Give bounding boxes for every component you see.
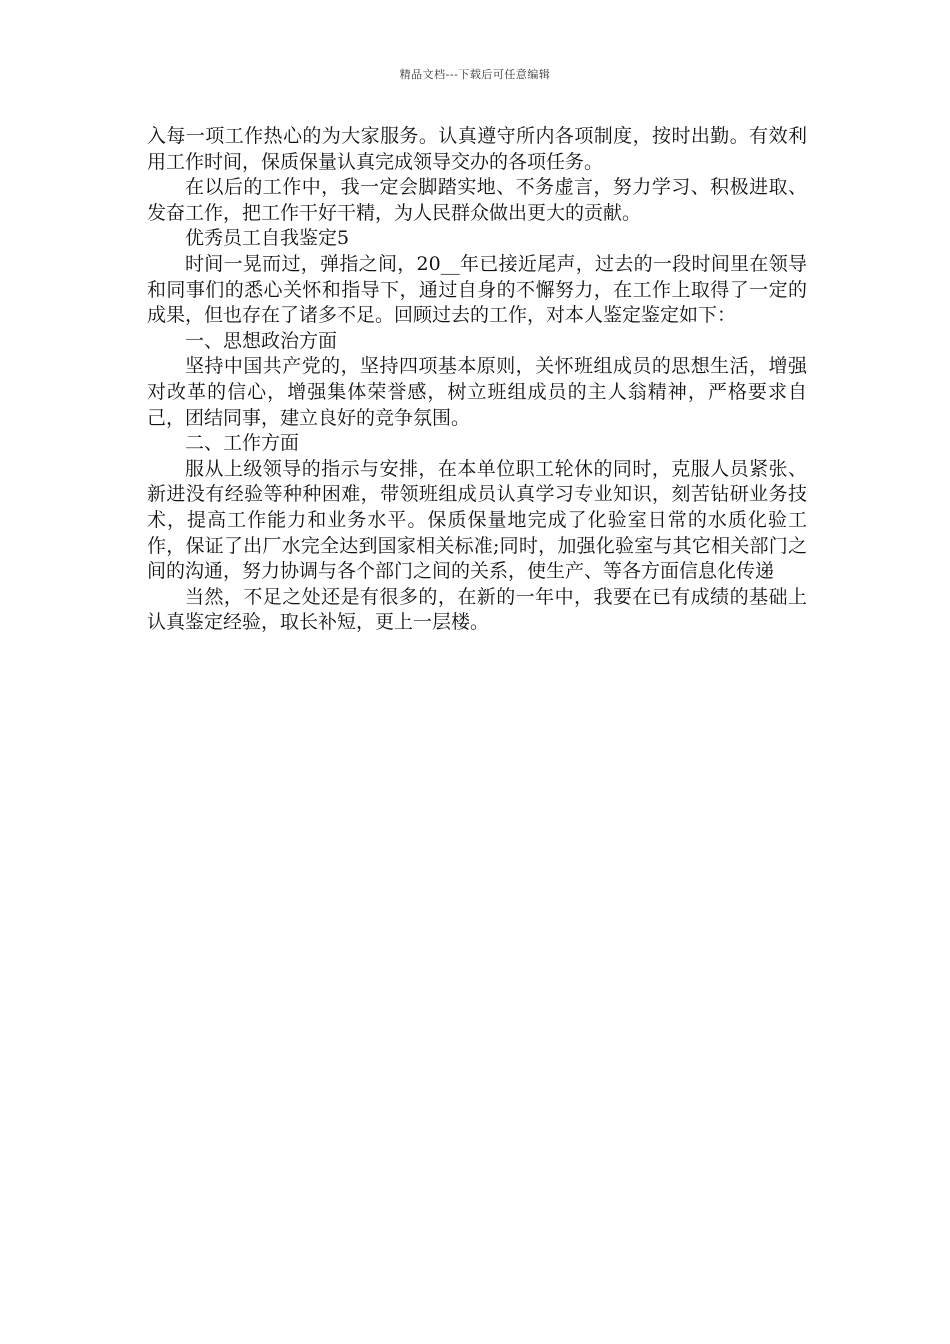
subheading-political: 一、思想政治方面: [185, 329, 338, 352]
paragraph-political: 坚持中国共产党的，坚持四项基本原则，关怀班组成员的思想生活，增强对改革的信心，增强集体荣誉感，树立班组成员的主人翁精神，严格要求自己，团结同事，建立良好的竞争氛围。: [147, 355, 807, 429]
paragraph-conclusion: 当然，不足之处还是有很多的，在新的一年中，我要在已有成绩的基础上认真鉴定经验，取长补短，更上一层楼。: [147, 585, 807, 634]
page-header: 精品文档---下载后可任意编辑: [399, 68, 551, 81]
section-title: 优秀员工自我鉴定5: [185, 227, 350, 250]
paragraph-future-work: 在以后的工作中，我一定会脚踏实地、不务虚言，努力学习、积极进取、发奋工作，把工作干好干精，为人民群众做出更大的贡献。: [147, 176, 807, 224]
paragraph-continued-service: 入每一项工作热心的为大家服务。认真遵守所内各项制度，按时出勤。有效利用工作时间，保质保量认真完成领导交办的各项任务。: [147, 125, 807, 173]
document-body: [147, 124, 807, 636]
paragraph-work: 服从上级领导的指示与安排，在本单位职工轮休的同时，克服人员紧张、新进没有经验等种种困难，带领班组成员认真学习专业知识，刻苦钻研业务技术，提高工作能力和业务水平。保质保量地完成了化验室日常的水质化验工作，保证了出厂水完全达到国家相关标准;同时，加强化验室与其它相关部门之间的沟通，努力协调与各个部门之间的关系，使生产、等各方面信息化传递: [147, 457, 807, 583]
subheading-work: 二、工作方面: [185, 432, 300, 455]
paragraph-intro: 时间一晃而过，弹指之间，20__年已接近尾声，过去的一段时间里在领导和同事们的悉心关怀和指导下，通过自身的不懈努力，在工作上取得了一定的成果，但也存在了诸多不足。回顾过去的工作，对本人鉴定鉴定如下：: [147, 252, 807, 327]
